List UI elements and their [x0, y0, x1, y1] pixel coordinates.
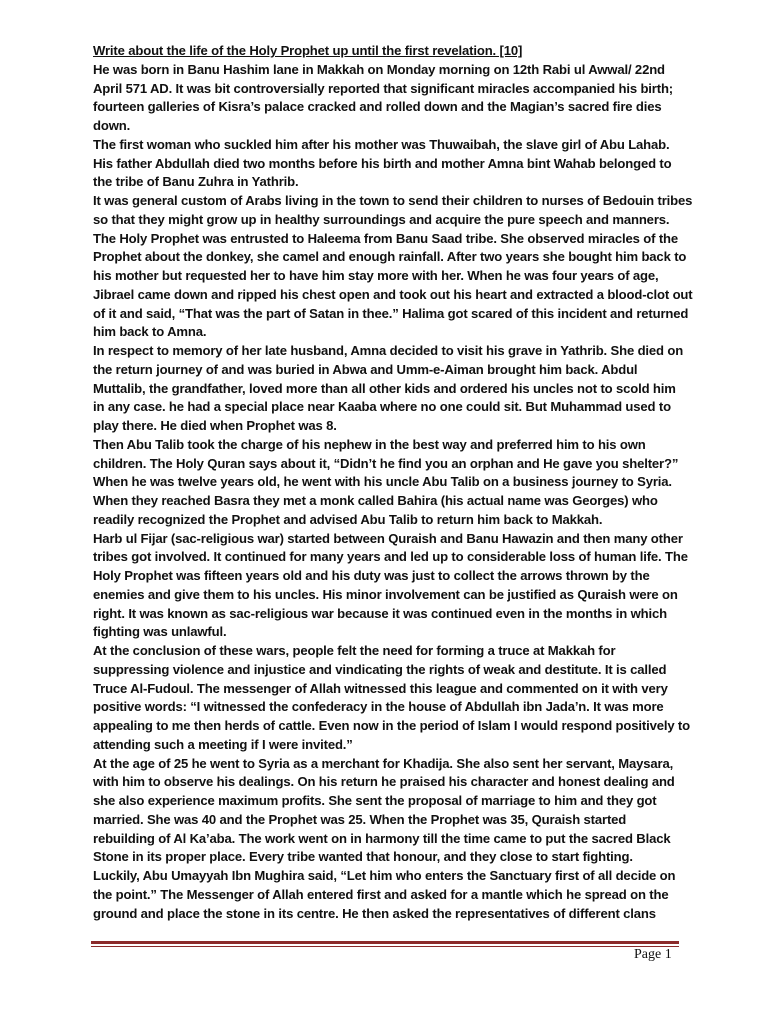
text-line: his mother but requested her to have him stay more with her. When he was four years of age, — [93, 268, 659, 283]
text-line: fighting was unlawful. — [93, 624, 227, 640]
text-line: attending such a meeting if I were invited.” — [93, 736, 353, 752]
document-body — [93, 42, 693, 923]
text-line: positive words: “I witnessed the confederacy in the house of Abdullah ibn Jada’n. It was more — [93, 699, 664, 715]
text-line: fourteen galleries of Kisra’s palace cracked and rolled down and the Magian’s sacred fire dies — [93, 99, 662, 115]
text-line: Harb ul Fijar (sac-religious war) started between Quraish and Banu Hawazin and then many other — [93, 530, 683, 546]
text-line: His father Abdullah died two months before his birth and mother Amna bint Wahab belonged to — [93, 155, 672, 171]
text-line: Prophet about the donkey, she camel and enough rainfall. After two years she bought him back to — [93, 249, 687, 265]
text-line: the tribe of Banu Zuhra in Yathrib. — [93, 174, 299, 190]
text-line: down. — [93, 118, 131, 133]
text-line: enemies and give them to his uncles. His minor involvement can be justified as Quraish were on — [93, 586, 678, 602]
text-line: April 571 AD. It was bit controversially reported that significant miracles accompanied his birth; — [93, 80, 674, 96]
text-line: so that they might grow up in healthy surroundings and acquire the pure speech and manners. — [93, 211, 670, 227]
text-line: readily recognized the Prophet and advised Abu Talib to return him back to Makkah. — [93, 511, 603, 527]
text-line: When they reached Basra they met a monk called Bahira (his actual name was Georges) who — [93, 493, 658, 508]
footer-rule-thin — [91, 946, 679, 947]
text-line: Stone in its proper place. Every tribe wanted that honour, and they close to start fighting. — [93, 849, 633, 865]
text-line: the return journey of and was buried in Abwa and Umm-e-Aiman brought him back. Abdul — [93, 361, 638, 377]
text-line: The first woman who suckled him after his mother was Thuwaibah, the slave girl of Abu Lahab. — [93, 136, 670, 152]
text-line: tribes got involved. It continued for many years and led up to considerable loss of human life. The — [93, 549, 688, 565]
text-line: right. It was known as sac-religious war because it was continued even in the months in which — [93, 605, 667, 621]
text-line: suppressing violence and injustice and vindicating the rights of weak and destitute. It is called — [93, 661, 667, 677]
text-line: In respect to memory of her late husband, Amna decided to visit his grave in Yathrib. She died on — [93, 343, 684, 358]
question-heading: Write about the life of the Holy Prophet up until the first revelation. [10] — [93, 43, 523, 58]
text-line: The Holy Prophet was entrusted to Haleema from Banu Saad tribe. She observed miracles of the — [93, 230, 679, 246]
text-line: He was born in Banu Hashim lane in Makkah on Monday morning on 12th Rabi ul Awwal/ 22nd — [93, 61, 665, 77]
text-line: Then Abu Talib took the charge of his nephew in the best way and preferred him to his own — [93, 436, 646, 452]
text-line: Truce Al-Fudoul. The messenger of Allah witnessed this league and commented on it with very — [93, 680, 668, 696]
text-line: married. She was 40 and the Prophet was 25. When the Prophet was 35, Quraish started — [93, 811, 627, 827]
text-line: Luckily, Abu Umayyah Ibn Mughira said, “Let him who enters the Sanctuary first of all decide on — [93, 868, 676, 883]
text-line: she also experience maximum profits. She sent the proposal of marriage to him and they got — [93, 793, 657, 808]
text-line: At the conclusion of these wars, people felt the need for forming a truce at Makkah for — [93, 643, 616, 658]
text-line: When he was twelve years old, he went with his uncle Abu Talib on a business journey to Syria. — [93, 474, 672, 490]
text-line: play there. He died when Prophet was 8. — [93, 418, 337, 433]
text-line: him back to Amna. — [93, 324, 207, 340]
text-line: rebuilding of Al Ka’aba. The work went on in harmony till the time came to put the sacred Black — [93, 830, 671, 846]
text-line: ground and place the stone in its centre. He then asked the representatives of different clans — [93, 905, 656, 921]
text-line: appealing to me then herds of cattle. Even now in the period of Islam I would respond positively to — [93, 718, 690, 733]
text-line: Holy Prophet was fifteen years old and his duty was just to collect the arrows thrown by the — [93, 568, 650, 583]
text-line: Jibrael came down and ripped his chest open and took out his heart and extracted a blood-clot out — [93, 286, 693, 302]
text-line: with him to observe his dealings. On his return he praised his character and honest dealing and — [93, 774, 675, 790]
page-number: Page 1 — [634, 947, 672, 962]
text-line: children. The Holy Quran says about it, “Didn’t he find you an orphan and He gave you shelter?” — [93, 455, 679, 471]
text-line: in any case. he had a special place near Kaaba where no one could sit. But Muhammad used to — [93, 399, 671, 415]
footer-rule-thick — [91, 941, 679, 944]
text-line: the point.” The Messenger of Allah entered first and asked for a mantle which he spread on the — [93, 886, 669, 902]
text-line: Muttalib, the grandfather, loved more than all other kids and ordered his uncles not to scold him — [93, 380, 676, 396]
text-line: of it and said, “That was the part of Satan in thee.” Halima got scared of this incident and returned — [93, 305, 689, 321]
text-line: At the age of 25 he went to Syria as a merchant for Khadija. She also sent her servant, Maysara, — [93, 755, 674, 771]
text-line: It was general custom of Arabs living in the town to send their children to nurses of Bedouin tribes — [93, 193, 693, 208]
